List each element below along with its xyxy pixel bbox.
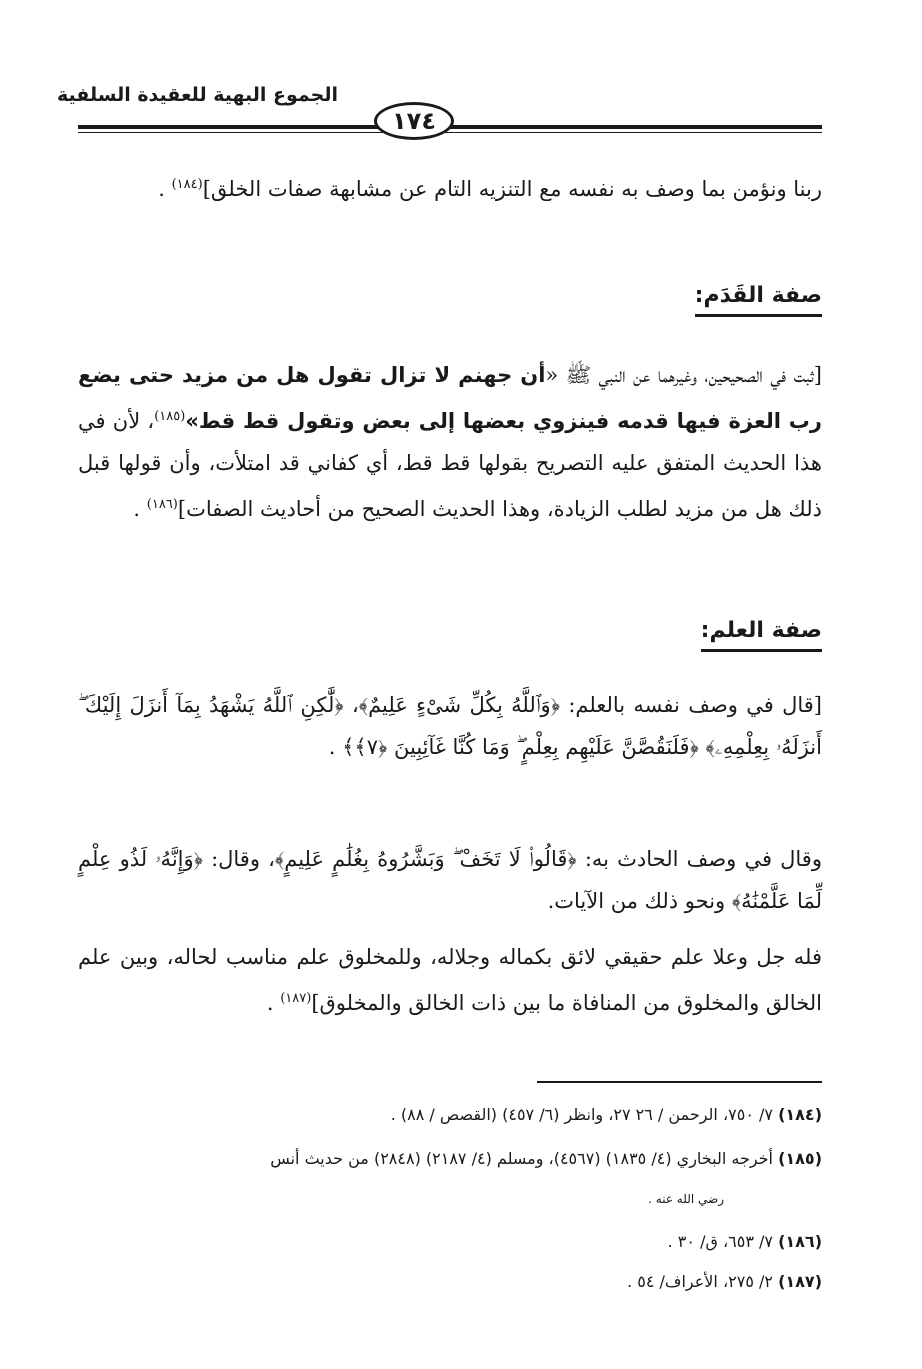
footnote-ref-186: (١٨٦) (146, 497, 178, 512)
footnote-number: (١٨٤) (778, 1105, 822, 1124)
hadith-close: » (185, 409, 199, 433)
footnote-divider (537, 1081, 822, 1083)
paragraph-ilm-verses: [قال في وصف نفسه بالعلم: ﴿وَٱللَّهُ بِكُلِّ شَىْءٍ عَلِيمٌ﴾، ﴿لَّٰكِنِ ٱللَّهُ يَشْهَدُ بِمَآ أَنزَلَ إِلَيْكَ ۖ أَنزَلَهُۥ بِعِلْمِهِۦ﴾ ﴿فَلَنَقُصَّنَّ عَلَيْهِم بِعِلْمٍ ۖ وَمَا كُنَّا غَآئِبِينَ ﴿٧﴾﴾ . (78, 693, 822, 759)
footnote-187 (78, 1269, 822, 1295)
conclusion-text: فله جل وعلا علم حقيقي لائق بكماله وجلاله، وللمخلوق علم مناسب لحاله، وبين علم الخالق والمخلوق من المنافاة ما بين ذات الخالق والمخلوق] (78, 945, 822, 1015)
footnote-185-continuation (648, 1186, 724, 1212)
hadith-text: أن جهنم لا تزال تقول هل من مزيد حتى يضع رب العزة فيها قدمه فينزوي بعضها إلى بعض وتقول قط قط (78, 363, 822, 433)
section-heading-qadam: صفة القَدَم: (695, 283, 822, 317)
paragraph-intro (78, 164, 822, 210)
footnote-text: أخرجه البخاري (٤/ ١٨٣٥) (٤٥٦٧)، ومسلم (٤/ ٢١٨٧) (٢٨٤٨) من حديث أنس (270, 1149, 779, 1168)
qadam-rest: ، لأن في هذا الحديث المتفق عليه التصريح بقولها قط قط، أي كفاني قد امتلأت، وأن قولها قبل ذلك هل من مزيد لطلب الزيادة، وهذا الحديث الصحيح من أحاديث الصفات] (78, 409, 822, 521)
document-page (57, 0, 822, 1369)
footnote-185 (78, 1146, 822, 1172)
page-number: ١٧٤ (374, 102, 454, 140)
paragraph-ilm-created: وقال في وصف الحادث به: ﴿قَالُوا۟ لَا تَخَفْ ۖ وَبَشَّرُوهُ بِغُلَٰمٍ عَلِيمٍ﴾، وقال: ﴿وَإِنَّهُۥ لَذُو عِلْمٍ لِّمَا عَلَّمْنَٰهُ﴾ ونحو ذلك من الآيات. (78, 847, 822, 913)
footnote-ref-185: (١٨٥) (154, 409, 186, 424)
paragraph-qadam (78, 354, 822, 530)
footnote-186 (78, 1229, 822, 1255)
paragraph-intro-text: ربنا ونؤمن بما وصف به نفسه مع التنزيه التام عن مشابهة صفات الخلق] (202, 177, 822, 201)
running-title: الجموع البهية للعقيدة السلفية (57, 84, 338, 106)
footnote-number: (١٨٥) (778, 1149, 822, 1168)
conclusion-end: . (266, 991, 281, 1015)
qadam-intro: [ثبت في الصحيحين، وغيرهما عن النبي ﷺ « (545, 363, 822, 387)
section-heading-ilm: صفة العلم: (701, 618, 822, 652)
header-rule-thin (78, 132, 822, 133)
footnote-ref-187: (١٨٧) (280, 991, 312, 1006)
footnote-text: رضي الله عنه . (648, 1192, 724, 1206)
footnote-ref-184: (١٨٤) (171, 177, 203, 192)
footnote-text: ٧/ ٦٥٣، ق/ ٣٠ . (667, 1232, 779, 1251)
qadam-end: . (133, 497, 147, 521)
footnote-text: ٢/ ٢٧٥، الأعراف/ ٥٤ . (627, 1272, 779, 1291)
footnote-text: ٧/ ٧٥٠، الرحمن / ٢٦ ٢٧، وانظر (٦/ ٤٥٧) (القصص / ٨٨) . (390, 1105, 779, 1124)
footnote-number: (١٨٧) (778, 1272, 822, 1291)
footnote-184 (78, 1102, 822, 1128)
footnote-number: (١٨٦) (778, 1232, 822, 1251)
paragraph-intro-end: . (158, 177, 172, 201)
paragraph-ilm-conclusion (78, 936, 822, 1024)
